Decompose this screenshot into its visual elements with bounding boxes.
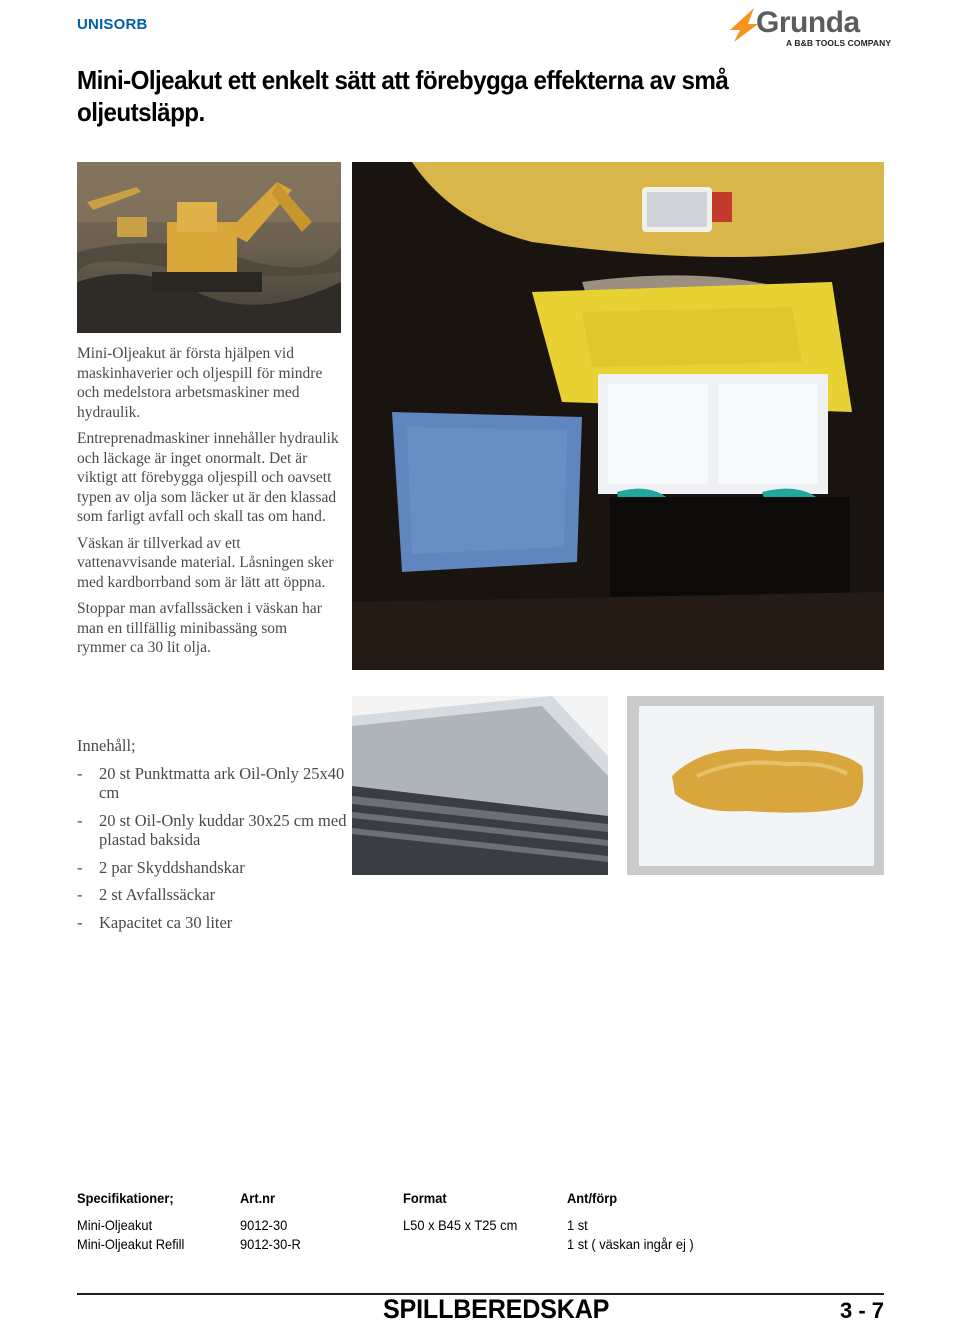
list-dash: - [77, 763, 83, 783]
list-item-text: Kapacitet ca 30 liter [99, 912, 233, 932]
spec-cell: Mini-Oljeakut [77, 1217, 153, 1233]
list-item-text: 20 st Oil-Only kuddar 30x25 cm med plastad baksida [99, 810, 347, 849]
spec-header-format: Format [403, 1190, 447, 1206]
table-row [77, 1217, 897, 1236]
unisorb-brand: UNISORB [77, 16, 148, 33]
list-dash: - [77, 912, 83, 932]
excavator-photo [77, 162, 341, 333]
spec-header-specifications: Specifikationer; [77, 1190, 174, 1206]
list-item [77, 811, 347, 850]
spec-header-row [77, 1190, 897, 1209]
list-item-text: 2 st Avfallssäckar [99, 885, 216, 904]
spec-cell: 1 st [567, 1217, 588, 1233]
logo-subtitle: A B&B TOOLS COMPANY [786, 38, 892, 48]
list-dash: - [77, 885, 83, 904]
page-headline: Mini-Oljeakut ett enkelt sätt att förebygga effekterna av små oljeutsläpp. [77, 65, 729, 127]
logo-arrow-icon [724, 4, 760, 44]
list-item [77, 885, 347, 905]
body-paragraph: Entreprenadmaskiner innehåller hydraulik och läckage är inget onormalt. Det är viktigt att förebygga oljespill och oavsett typen av olja som läcker ut är den klassad som farligt avfall och skall tas om hand. [77, 430, 339, 525]
spec-table [77, 1190, 897, 1255]
spec-header-artnr: Art.nr [240, 1190, 276, 1206]
spec-cell: 9012-30 [240, 1217, 288, 1233]
body-text [77, 344, 339, 665]
contents-title: Innehåll; [77, 736, 136, 755]
footer-category: SPILLBEREDSKAP [383, 1294, 610, 1324]
list-item [77, 858, 347, 878]
contents-list [77, 736, 347, 940]
body-paragraph: Mini-Oljeakut är första hjälpen vid maskinhaverier och oljespill för mindre och medelstora arbetsmaskiner med hydraulik. [77, 345, 323, 421]
grunda-logo [724, 4, 892, 50]
page-number: 3 - 7 [840, 1298, 885, 1323]
spec-cell: 9012-30-R [240, 1236, 301, 1252]
contents-items [77, 764, 347, 933]
spec-cell: 1 st ( väskan ingår ej ) [567, 1236, 694, 1252]
body-paragraph: Väskan är tillverkad av ett vattenavvisande material. Låsningen sker med kardborrband som är lätt att öppna. [77, 534, 334, 591]
logo-word: Grunda [756, 6, 860, 39]
oil-absorb-photo [627, 696, 884, 875]
spec-cell: Mini-Oljeakut Refill [77, 1236, 185, 1252]
table-row [77, 1236, 897, 1255]
list-dash: - [77, 810, 83, 830]
spec-header-quantity: Ant/förp [567, 1190, 618, 1206]
list-dash: - [77, 857, 83, 877]
absorbent-mats-photo [352, 696, 608, 875]
body-paragraph: Stoppar man avfallssäcken i väskan har man en tillfällig minibassäng som rymmer ca 30 lit olja. [77, 600, 322, 656]
list-item-text: 20 st Punktmatta ark Oil-Only 25x40 cm [99, 763, 345, 802]
spec-cell: L50 x B45 x T25 cm [403, 1217, 518, 1233]
list-item-text: 2 par Skyddshandskar [99, 857, 245, 877]
list-item [77, 913, 347, 933]
kit-contents-photo [352, 162, 884, 670]
list-item [77, 764, 347, 803]
